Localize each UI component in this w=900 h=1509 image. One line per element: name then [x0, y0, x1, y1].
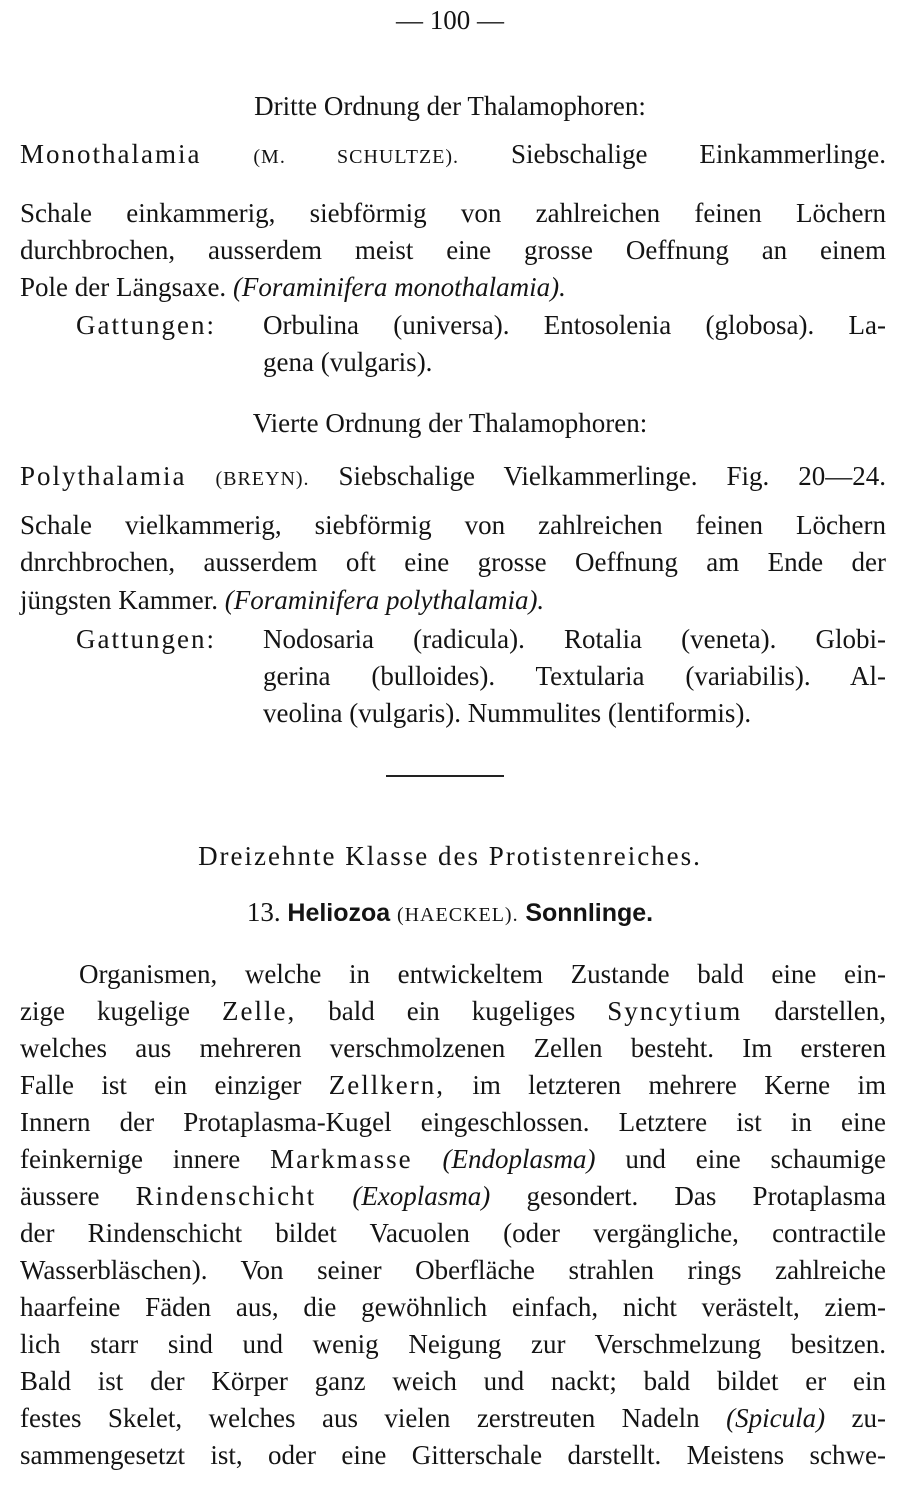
order4-heading: Vierte Ordnung der Thalamophoren:	[252, 408, 648, 438]
order3-desc-line: Schale einkammerig, siebförmig von zahlreichen feinen Löchern	[20, 198, 886, 228]
body-line: lich starr sind und wenig Neigung zur Verschmelzung besitzen.	[20, 1329, 886, 1359]
class13-title-line	[0, 894, 900, 934]
order3-latin-name: (Foraminifera monothalamia).	[232, 272, 566, 302]
order4-desc-line: Schale vielkammerig, siebförmig von zahlreichen feinen Löchern	[20, 510, 886, 540]
order4-desc-line: dnrchbrochen, ausserdem oft eine grosse Oeffnung am Ende der	[20, 547, 886, 577]
body-line: festes Skelet, welches aus vielen zerstreuten Nadeln (Spicula) zu-	[20, 1403, 886, 1433]
order3-author: (M. SCHULTZE).	[253, 146, 460, 168]
class-author: (HAECKEL).	[396, 904, 519, 926]
body-line: Organismen, welche in entwickeltem Zustande bald eine ein-	[79, 959, 886, 989]
order3-genera-line: Orbulina (universa). Entosolenia (globosa). La-	[263, 310, 886, 340]
body-line: Bald ist der Körper ganz weich und nackt; bald bildet er ein	[20, 1366, 886, 1396]
body-line: haarfeine Fäden aus, die gewöhnlich einfach, nicht verästelt, ziem-	[20, 1292, 886, 1322]
order3-german-name: Siebschalige Einkammerlinge.	[510, 139, 887, 169]
section-divider	[386, 775, 504, 777]
body-line: der Rindenschicht bildet Vacuolen (oder vergängliche, contractile	[20, 1218, 886, 1248]
body-line: feinkernige innere Markmasse (Endoplasma) und eine schaumige	[20, 1144, 887, 1174]
body-line: Innern der Protaplasma-Kugel eingeschlossen. Letztere ist in eine	[20, 1107, 886, 1137]
order3-genera-line: gena (vulgaris).	[263, 347, 433, 377]
order3-title-line	[20, 136, 886, 176]
body-line: sammengesetzt ist, oder eine Gitterschale darstellt. Meistens schwe-	[20, 1440, 886, 1470]
page-number: — 100 —	[396, 5, 504, 35]
order3-name: Monothalamia	[20, 139, 202, 169]
order3-genera-label: Gattungen:	[76, 310, 216, 340]
order4-name: Polythalamia	[20, 461, 187, 491]
order4-genera-label: Gattungen:	[76, 624, 216, 654]
order3-desc-line: durchbrochen, ausserdem meist eine grosse Oeffnung an einem	[20, 235, 886, 265]
order4-title-line	[20, 458, 886, 498]
order4-latin-name: (Foraminifera polythalamia).	[224, 585, 545, 615]
body-line: welches aus mehreren verschmolzenen Zellen besteht. Im ersteren	[20, 1033, 886, 1063]
class-german-name: Sonnlinge.	[525, 899, 654, 927]
order3-desc-line	[20, 269, 886, 306]
order3-heading: Dritte Ordnung der Thalamophoren:	[254, 91, 646, 121]
body-line: äussere Rindenschicht (Exoplasma) gesondert. Das Protaplasma	[20, 1181, 887, 1211]
order3-desc-text: Pole der Längsaxe.	[20, 272, 227, 302]
body-line: Falle ist ein einziger Zellkern, im letzteren mehrere Kerne im	[20, 1070, 887, 1100]
class-name: Heliozoa	[287, 899, 391, 927]
order4-genera-line: gerina (bulloides). Textularia (variabilis). Al-	[263, 661, 886, 691]
class13-heading: Dreizehnte Klasse des Protistenreiches.	[198, 841, 702, 871]
order4-genera-line: veolina (vulgaris). Nummulites (lentiformis).	[263, 698, 752, 728]
order4-desc-line	[20, 582, 886, 619]
order4-author: (BREYN).	[215, 468, 310, 490]
order4-german-name: Siebschalige Vielkammerlinge. Fig. 20—24.	[338, 461, 886, 491]
body-line: Wasserbläschen). Von seiner Oberfläche strahlen rings zahlreiche	[20, 1255, 886, 1285]
body-line: zige kugelige Zelle, bald ein kugeliges Syncytium darstellen,	[20, 996, 887, 1026]
order4-desc-text: jüngsten Kammer.	[20, 585, 218, 615]
order4-genera-line: Nodosaria (radicula). Rotalia (veneta). Globi-	[263, 624, 886, 654]
class-number: 13.	[246, 897, 281, 927]
